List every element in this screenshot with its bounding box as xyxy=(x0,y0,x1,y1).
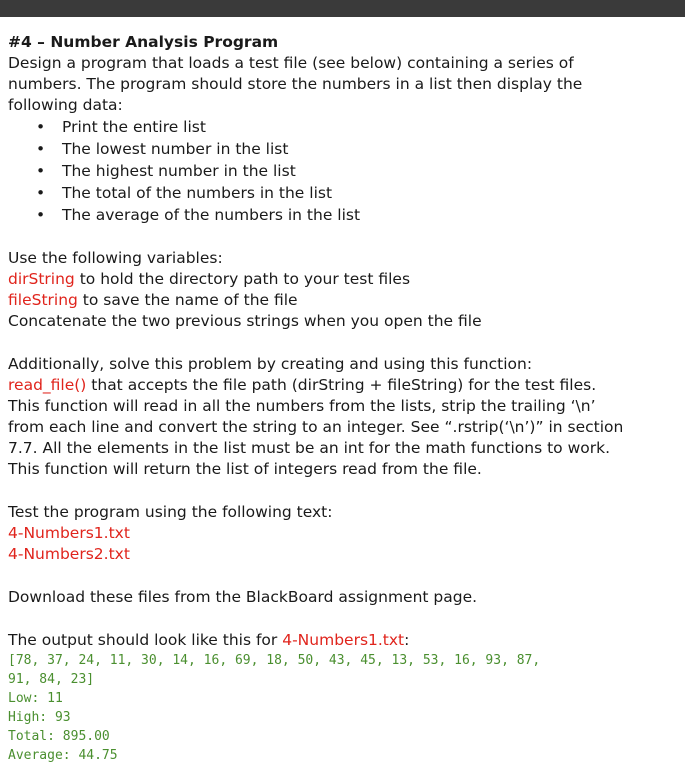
function-intro: Additionally, solve this problem by creating and using this function: xyxy=(8,355,533,373)
dir-variable-desc: to hold the directory path to your test files xyxy=(74,270,411,288)
output-file: 4-Numbers1.txt xyxy=(282,631,405,649)
file-variable: fileString xyxy=(8,291,78,309)
output-heading-suffix: : xyxy=(404,631,410,649)
download-instruction: Download these files from the BlackBoard assignment page. xyxy=(8,588,478,606)
output-heading xyxy=(8,630,678,651)
function-line: This function will return the list of integers read from the file. xyxy=(8,460,482,478)
test-heading: Test the program using the following text: xyxy=(8,503,333,521)
function-line xyxy=(8,375,678,396)
requirements-list xyxy=(8,116,678,226)
output-line: High: 93 xyxy=(8,710,71,725)
function-line: from each line and convert the string to an integer. See “.rstrip(‘\n’)” in section xyxy=(8,418,624,436)
function-line: This function will read in all the numbers from the lists, strip the trailing ‘\n’ xyxy=(8,397,596,415)
assignment-title: #4 – Number Analysis Program xyxy=(8,33,279,51)
intro-line: numbers. The program should store the numbers in a list then display the xyxy=(8,75,583,93)
intro-line: Design a program that loads a test file (see below) containing a series of xyxy=(8,54,574,72)
concat-instruction: Concatenate the two previous strings when you open the file xyxy=(8,312,482,330)
output-line: Low: 11 xyxy=(8,691,63,706)
function-line: 7.7. All the elements in the list must be an int for the math functions to work. xyxy=(8,439,611,457)
assignment-document xyxy=(8,32,678,765)
list-item: • The lowest number in the list xyxy=(62,138,678,160)
output-line: Average: 44.75 xyxy=(8,748,118,763)
list-item: • The average of the numbers in the list xyxy=(62,204,678,226)
output-heading-prefix: The output should look like this for xyxy=(8,631,283,649)
file-variable-desc: to save the name of the file xyxy=(77,291,298,309)
output-line: 91, 84, 23] xyxy=(8,672,95,687)
intro-line: following data: xyxy=(8,96,123,114)
top-bar xyxy=(0,0,685,17)
list-item: • The total of the numbers in the list xyxy=(62,182,678,204)
list-item: • Print the entire list xyxy=(62,116,678,138)
output-line: Total: 895.00 xyxy=(8,729,110,744)
variable-file-line xyxy=(8,290,678,311)
variable-dir-line xyxy=(8,269,678,290)
function-desc: that accepts the file path (dirString + fileString) for the test files. xyxy=(86,376,597,394)
test-file-2: 4-Numbers2.txt xyxy=(8,545,130,563)
variables-heading: Use the following variables: xyxy=(8,249,223,267)
test-file-1: 4-Numbers1.txt xyxy=(8,524,130,542)
function-name: read_file() xyxy=(8,376,87,394)
dir-variable: dirString xyxy=(8,270,75,288)
output-line: [78, 37, 24, 11, 30, 14, 16, 69, 18, 50, 43, 45, 13, 53, 16, 93, 87, xyxy=(8,653,541,668)
list-item: • The highest number in the list xyxy=(62,160,678,182)
